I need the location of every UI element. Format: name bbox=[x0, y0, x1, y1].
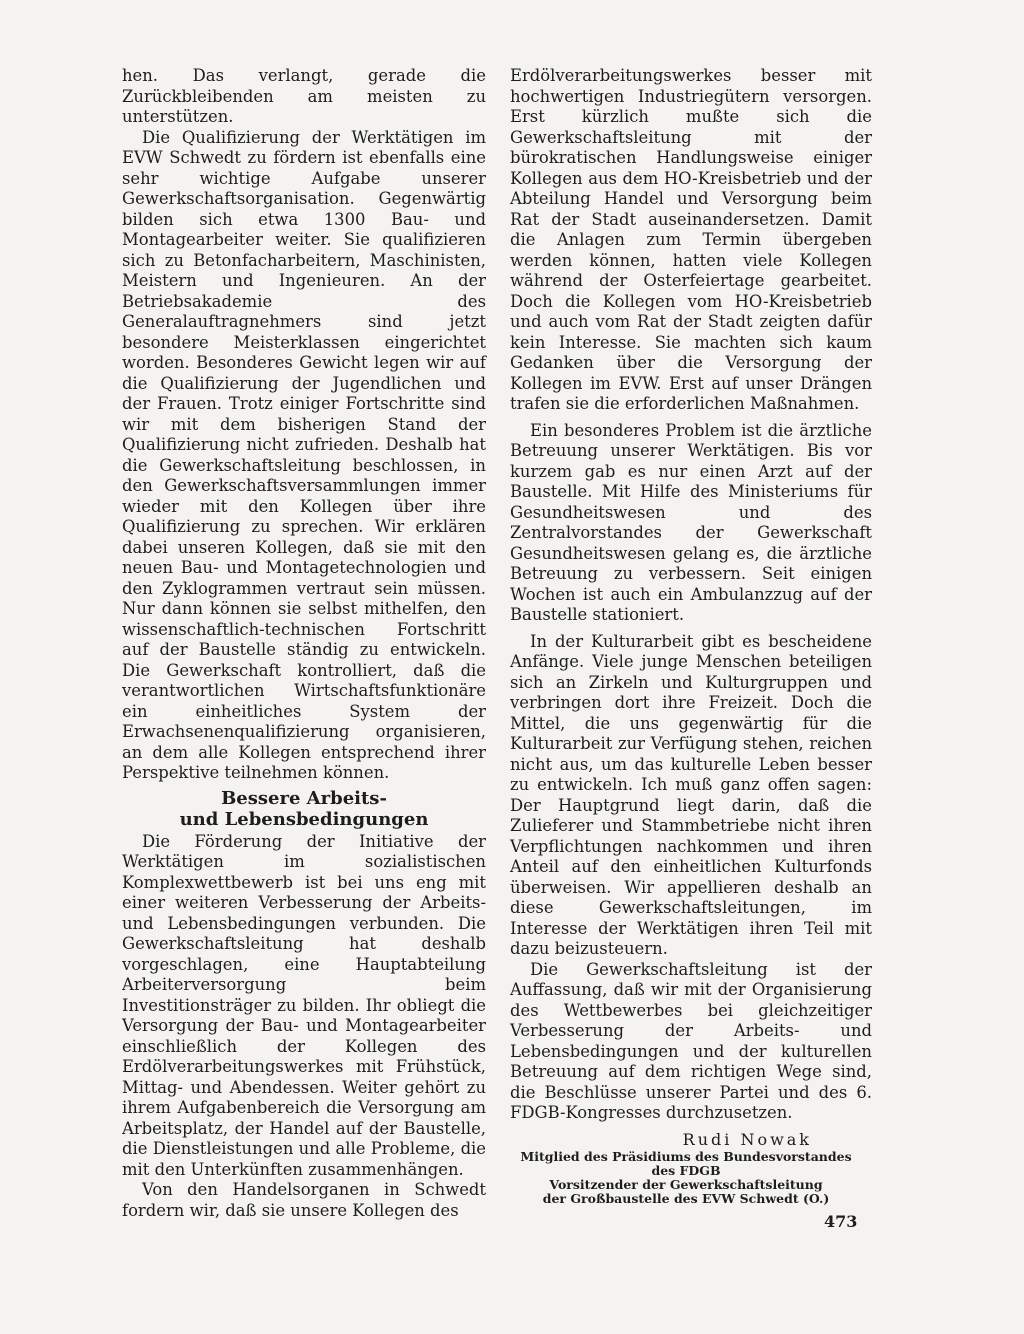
paragraph-medical-care: Ein besonderes Problem ist die ärztliche Betreuung unserer Werktätigen. Bis vor kurzem gab es nur einen Arzt auf der Baustelle. Mit Hilfe des Ministeriums für Gesundheitswesen und des Zentralvorstandes der Gewerkschaft Gesundheitswesen gelang es, die ärztliche Betreuung zu verbessern. Seit einigen Wochen ist auch ein Ambulanzzug auf der Baustelle stationiert. bbox=[510, 420, 872, 624]
affiliation-line-2: des FDGB bbox=[651, 1162, 721, 1178]
affiliation-line-1: Mitglied des Präsidiums des Bundesvorstandes bbox=[520, 1148, 852, 1164]
paragraph-supply: Erdölverarbeitungswerkes besser mit hochwertigen Industriegütern versorgen. Erst kürzlich mußte sich die Gewerkschaftsleitung mit der bürokratischen Handlungsweise einiger Kollegen aus dem HO-Kreisbetrieb und der Abteilung Handel und Versorgung beim Rat der Stadt auseinandersetzen. Damit die Anlagen zum Termin übergeben werden können, hatten viele Kollegen während der Osterfeiertage gearbeitet. Doch die Kollegen vom HO-Kreisbetrieb und auch vom Rat der Stadt zeigten dafür kein Interesse. Sie machten sich kaum Gedanken über die Versorgung der Kollegen im EVW. Erst auf unser Drängen trafen sie die erforderlichen Maßnahmen. bbox=[510, 66, 872, 413]
section-heading-line-1: Bessere Arbeits- bbox=[221, 787, 387, 809]
paragraph-trade-organs: Von den Handelsorganen in Schwedt fordern wir, daß sie unsere Kollegen des bbox=[122, 1180, 486, 1220]
paragraph-qualification: Die Qualifizierung der Werktätigen im EVW Schwedt zu fördern ist ebenfalls eine sehr wichtige Aufgabe unserer Gewerkschaftsorganisation. Gegenwärtig bilden sich etwa 1300 Bau- und Montagearbeiter weiter. Sie qualifizieren sich zu Betonfacharbeitern, Maschinisten, Meistern und Ingenieuren. An der Betriebsakademie des Generalauftragnehmers sind jetzt besondere Meisterklassen eingerichtet worden. Besonderes Gewicht legen wir auf die Qualifizierung der Jugendlichen und der Frauen. Trotz einiger Fortschritte sind wir mit dem bisherigen Stand der Qualifizierung nicht zufrieden. Deshalb hat die Gewerkschaftsleitung beschlossen, in den Gewerkschaftsversammlungen immer wieder mit den Kollegen über ihre Qualifizierung zu sprechen. Wir erklären dabei unseren Kollegen, daß sie mit den neuen Bau- und Montagetechnologien und den Zyklogrammen vertraut sein müssen. Nur dann können sie selbst mithelfen, den wissenschaftlich-technischen Fortschritt auf der Baustelle ständig zu entwickeln. Die Gewerkschaft kontrolliert, daß die verantwortlichen Wirtschaftsfunktionäre ein einheitliches System der Erwachsenenqualifizierung organisieren, an dem alle Kollegen entsprechend ihrer Perspektive teilnehmen können. bbox=[122, 127, 486, 782]
section-heading bbox=[122, 788, 486, 830]
right-column bbox=[510, 66, 872, 1206]
paragraph-continuation: hen. Das verlangt, gerade die Zurückbleibenden am meisten zu unterstützen. bbox=[122, 66, 486, 126]
author-affiliation bbox=[500, 1150, 872, 1206]
affiliation-line-3: Vorsitzender der Gewerkschaftsleitung bbox=[549, 1176, 823, 1192]
paragraph-cultural-work: In der Kulturarbeit gibt es bescheidene Anfänge. Viele junge Menschen beteiligen sich an Zirkeln und Kulturgruppen und verbringen dort ihre Freizeit. Doch die Mittel, die uns gegenwärtig für die Kulturarbeit zur Verfügung stehen, reichen nicht aus, um das kulturelle Leben besser zu entwickeln. Ich muß ganz offen sagen: Der Hauptgrund liegt darin, daß die Zulieferer und Stammbetriebe nicht ihren Verpflichtungen nachkommen und ihren Anteil auf den einheitlichen Kulturfonds überweisen. Wir appellieren deshalb an diese Gewerkschaftsleitungen, im Interesse der Werktätigen ihren Teil mit dazu beizusteuern. bbox=[510, 631, 872, 958]
paragraph-conclusion: Die Gewerkschaftsleitung ist der Auffassung, daß wir mit der Organisierung des Wettbewerbes bei gleichzeitiger Verbesserung der Arbeits- und Lebensbedingungen und der kulturellen Betreuung auf dem richtigen Wege sind, die Beschlüsse unserer Partei und des 6. FDGB-Kongresses durchzusetzen. bbox=[510, 959, 872, 1122]
paragraph-working-conditions: Die Förderung der Initiative der Werktätigen im sozialistischen Komplexwettbewerb ist bei uns eng mit einer weiteren Verbesserung der Arbeits- und Lebensbedingungen verbunden. Die Gewerkschaftsleitung hat deshalb vorgeschlagen, eine Hauptabteilung Arbeiterversorgung beim Investitionsträger zu bilden. Ihr obliegt die Versorgung der Bau- und Montagearbeiter einschließlich der Kollegen des Erdölverarbeitungswerkes mit Frühstück, Mittag- und Abendessen. Weiter gehört zu ihrem Aufgabenbereich die Versorgung am Arbeitsplatz, der Handel auf der Baustelle, die Dienstleistungen und alle Probleme, die mit den Unterkünften zusammenhängen. bbox=[122, 831, 486, 1179]
page-number: 473 bbox=[824, 1212, 858, 1231]
affiliation-line-4: der Großbaustelle des EVW Schwedt (O.) bbox=[542, 1190, 830, 1206]
section-heading-line-2: und Lebensbedingungen bbox=[179, 808, 429, 830]
left-column bbox=[122, 66, 486, 1221]
author-name: Rudi Nowak bbox=[682, 1129, 812, 1149]
